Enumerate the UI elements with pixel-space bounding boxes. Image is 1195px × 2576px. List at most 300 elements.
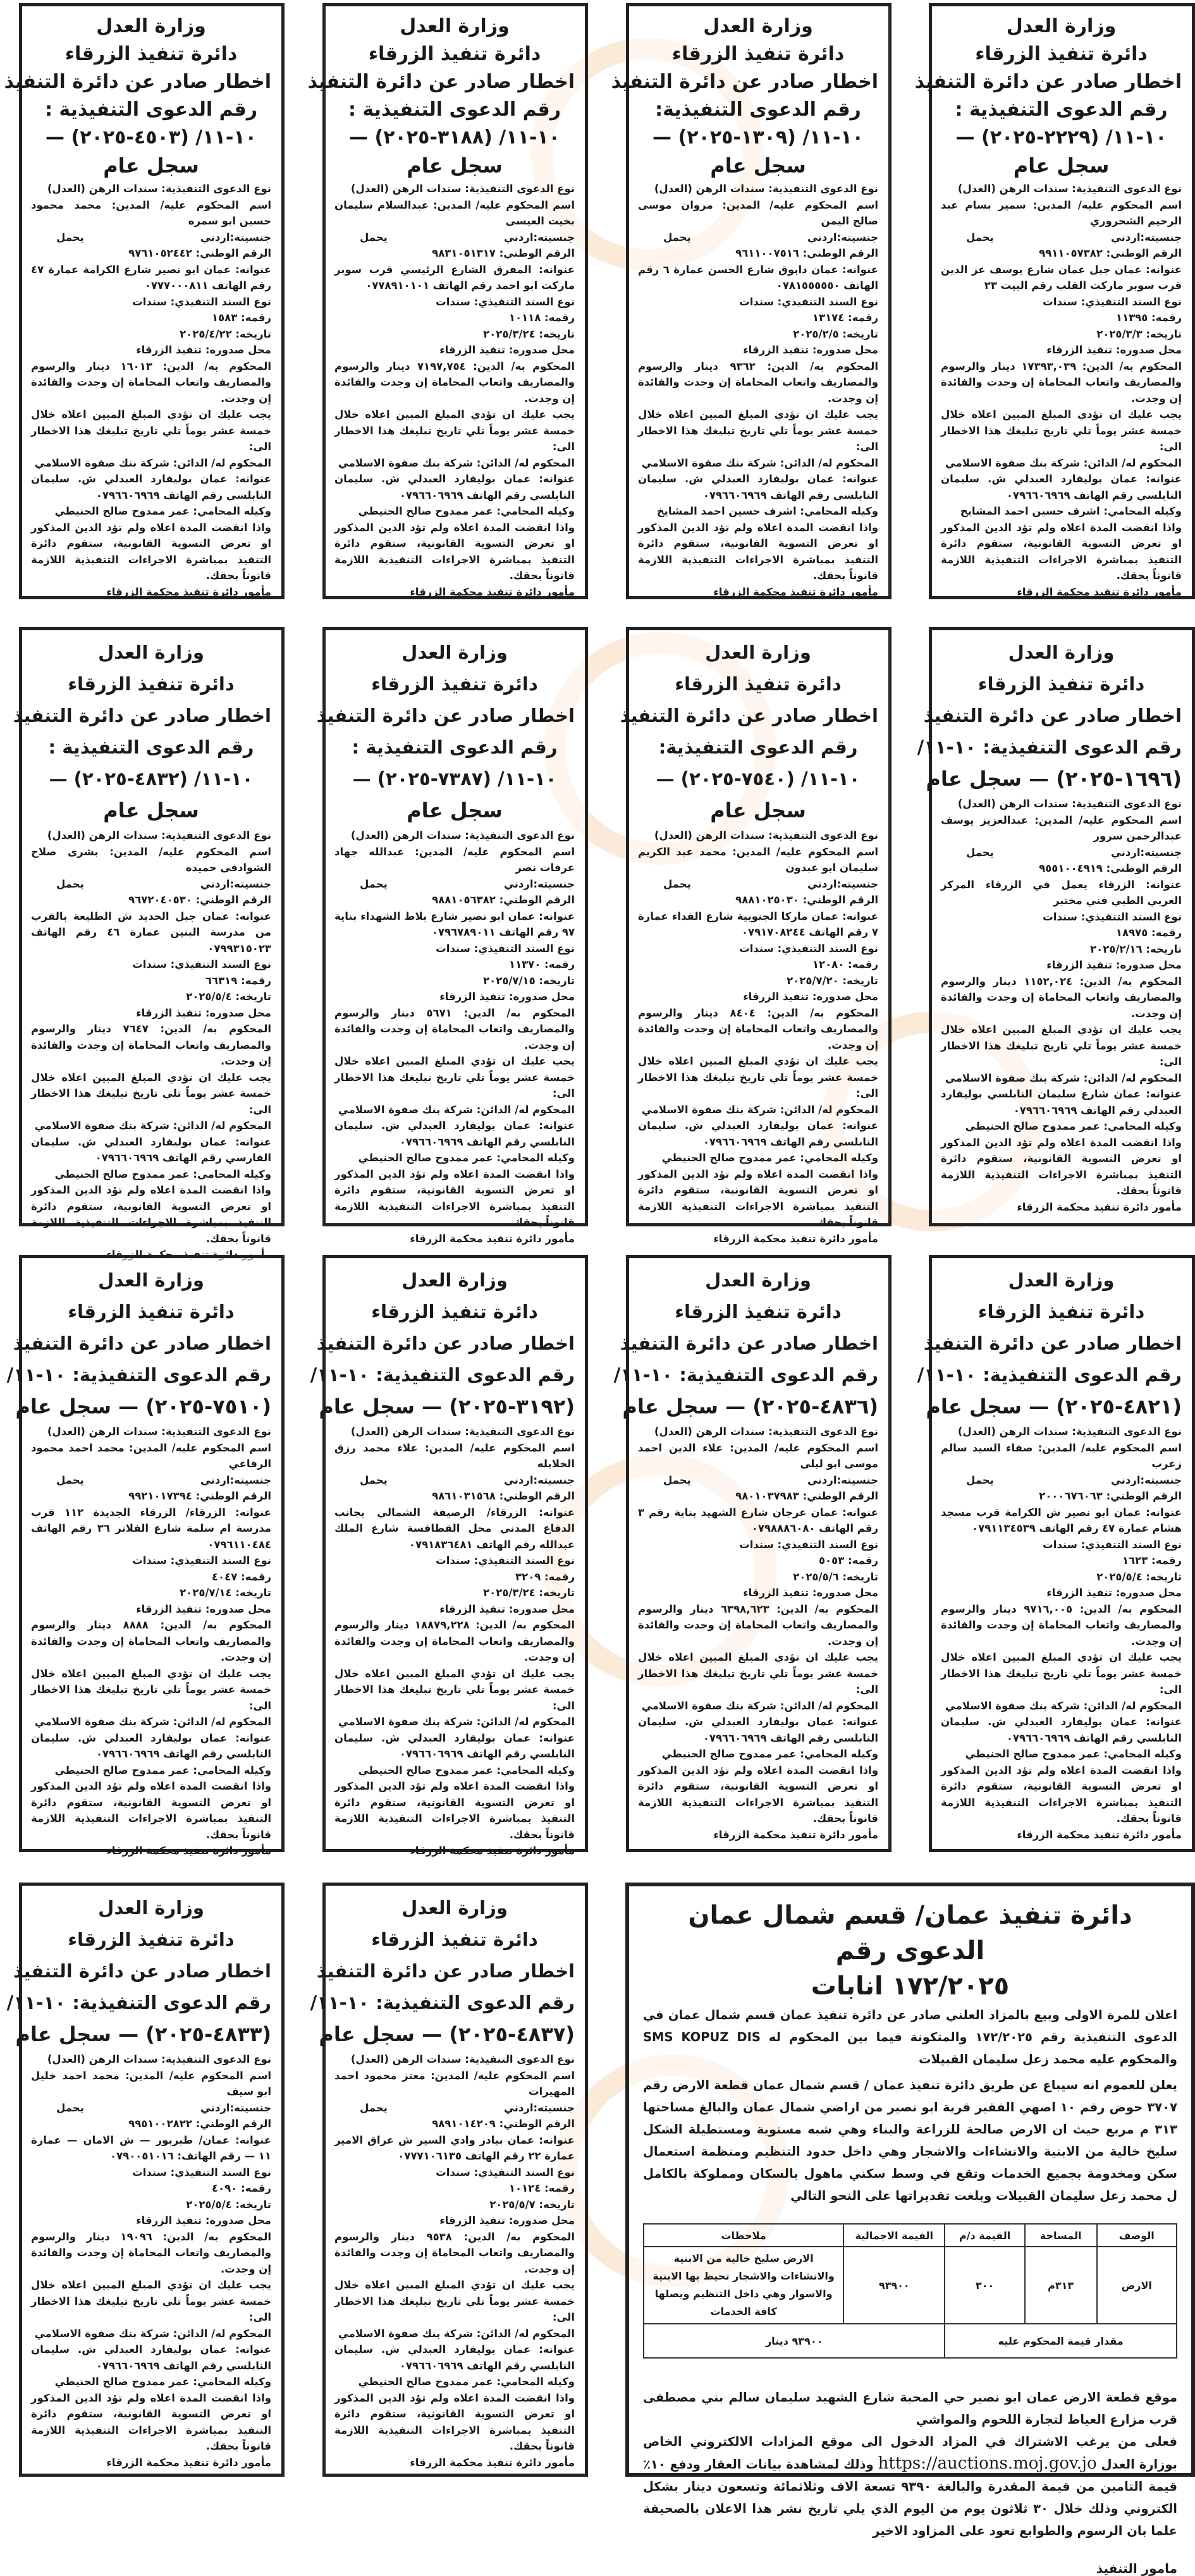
case-number-heading: رقم الدعوى التنفيذية: ١٠-١١/: [917, 1364, 1182, 1386]
bond-number: رقمه: ١٥٨٣: [211, 312, 271, 324]
creditor-address: عنوانه: عمان بوليفارد العبدلي ش. سليمان النابلسي رقم الهاتف ٠٧٩٦٦٠٦٩٦٩: [941, 1716, 1182, 1744]
notice-body: [941, 796, 1182, 1215]
national-id: الرقم الوطني: ٩٩٢١٠١٧٣٩٤: [128, 1490, 271, 1502]
case-number-heading: سجل عام: [103, 798, 199, 822]
participation-text: فعلى من يرغب الاشتراك في المزاد الدخول الى موقع المزادات الالكتروني الخاص بوزارة العدل: [643, 2434, 1177, 2472]
notice-body: [334, 1424, 575, 1859]
notice-heading: اخطار صادر عن دائرة التنفيذ: [620, 705, 878, 726]
closing-statement: واذا انقضت المدة اعلاه ولم تؤد الدين المذكور او تعرض التسوية القانونية، ستقوم دائرة التنفيذ بمباشرة الاجراءات التنفيذية اللازمة قانوناً بحقك.: [334, 1780, 575, 1841]
notice-heading: اخطار صادر عن دائرة التنفيذ: [307, 71, 575, 93]
notice-body: [334, 827, 575, 1247]
case-number-heading: سجل عام: [710, 154, 806, 178]
bond-date: تاريخه: ٢٠٢٥/٥/٧: [489, 2198, 575, 2211]
payment-demand: يجب عليك ان تؤدي المبلغ المبين اعلاه خلال خمسة عشر يوماً تلي تاريخ تبليغك هذا الاخطار الى:: [334, 1667, 575, 1712]
closing-statement: واذا انقضت المدة اعلاه ولم تؤد الدين المذكور او تعرض التسوية القانونية، ستقوم دائرة التنفيذ بمباشرة الاجراءات التنفيذية اللازمة قانوناً بحقك.: [941, 1136, 1182, 1197]
debtor-address: عنوانه: الزرقاء/ الزرقاء الجديدة ١١٢ قرب مدرسة ام سلمة شارع الفلاتر ٣٦ رقم الهاتف ٠٧٩٦١١٠٤٨٤: [31, 1506, 272, 1551]
notice-card: [917, 1255, 1195, 1852]
creditor: المحكوم له/ الدائن: شركة بنك صفوة الاسلامي: [338, 2327, 575, 2340]
valuation-table: [643, 2223, 1177, 2359]
judgment-amount: المحكوم به/ الدين: ٦٣٩٨,٦٢٣ دينار والرسوم والمصاريف واتعاب المحاماة إن وجدت والفائدة إن وجدت.: [638, 1602, 878, 1647]
judgment-amount: المحكوم به/ الدين: ٨٤٠٤ دينار والرسوم والمصاريف واتعاب المحاماة إن وجدت والفائدة إن وجدت.: [638, 1006, 879, 1051]
table-row: [644, 2247, 1177, 2324]
notice-heading: اخطار صادر عن دائرة التنفيذ: [923, 705, 1182, 726]
signature: مأمور دائرة تنفيذ محكمة الزرقاء: [713, 585, 878, 598]
signature: مأمور دائرة تنفيذ محكمة الزرقاء: [106, 2456, 271, 2469]
notice-heading: اخطار صادر عن دائرة التنفيذ: [13, 1333, 271, 1354]
judgment-amount: المحكوم به/ الدين: ١٦٠١٣ دينار والرسوم والمصاريف واتعاب المحاماة إن وجدت والفائدة إن وجدت.: [31, 360, 271, 405]
notice-card: [310, 1883, 588, 2477]
debtor-address: عنوانه: المفرق الشارع الرئيسي قرب سوبر ماركت ابو احمد رقم الهاتف ٠٧٧٨٩١٠١٠١: [334, 263, 575, 291]
payment-demand: يجب عليك ان تؤدي المبلغ المبين اعلاه خلال خمسة عشر يوماً تلي تاريخ تبليغك هذا الاخطار الى:: [638, 1055, 878, 1099]
debtor-address: عنوانه: الزرقاء/ الرصيفة الشمالي بجانب الدفاع المدني محل القطافسة شارع الملك عبدالله رقم الهاتف ٠٧٩١٨٣٦٤٨١: [334, 1506, 575, 1551]
auction-intro: اعلان للمرة الاولى وبيع بالمزاد العلني صادر عن دائرة تنفيذ عمان قسم شمال عمان في الدعوى التنفيذية رقم ١٧٢/٢٠٢٥ والمتكونة فيما بين المحكوم له SMS KOPUZ DIS والمحكوم عليه محمد زعل سليمان القبيلات: [643, 2008, 1177, 2066]
payment-demand: يجب عليك ان تؤدي المبلغ المبين اعلاه خلال خمسة عشر يوماً تلي تاريخ تبليغك هذا الاخطار الى:: [31, 408, 271, 453]
case-type: نوع الدعوى التنفيذية: سندات الرهن (العدل): [957, 798, 1182, 810]
case-number-heading: رقم الدعوى التنفيذية:: [655, 99, 861, 121]
nationality-line: [31, 1472, 271, 1489]
creditor-address: عنوانه: عمان بوليفارد العبدلي ش. سليمان النابلسي رقم الهاتف ٠٧٩٦٦٠٦٩٦٩: [334, 1731, 575, 1760]
nationality: جنسيته:اردني: [503, 2101, 575, 2114]
debtor-name: اسم المحكوم عليه/ المدين: عبدالعزيز يوسف عبدالرحمن سرور: [941, 814, 1182, 842]
notice-body: [638, 181, 878, 600]
judgment-amount: المحكوم به/ الدين: ١٧٣٩٣,٠٣٩ دينار والرسوم والمصاريف واتعاب المحاماة إن وجدت والفائدة إن وجدت.: [941, 360, 1182, 405]
bond-type: نوع السند التنفيذي: سندات: [436, 942, 575, 955]
national-id: الرقم الوطني: ٩٨٦١٠٣١٥٦٨: [432, 1490, 575, 1502]
bond-number: رقمه: ٥٠٥٣: [818, 1554, 878, 1566]
ministry-heading: وزارة العدل: [98, 1269, 204, 1291]
issued-at: محل صدوره: تنفيذ الزرقاء: [439, 344, 575, 356]
debtor-name: اسم المحكوم عليه/ المدين: محمد محمود حسين ابو سمره: [31, 198, 271, 227]
department-heading: دائرة تنفيذ الزرقاء: [675, 1301, 842, 1322]
case-number-heading: (٣١٩٢-٢٠٢٥) — سجل عام: [319, 1395, 575, 1419]
payment-demand: يجب عليك ان تؤدي المبلغ المبين اعلاه خلال خمسة عشر يوماً تلي تاريخ تبليغك هذا الاخطار الى:: [941, 1651, 1182, 1695]
carries-label: يحمل: [966, 846, 994, 858]
debtor-address: عنوانه: الزرقاء يعمل في الزرقاء المركز العربي الطبي فني مختبر: [941, 878, 1182, 906]
closing-statement: واذا انقضت المدة اعلاه ولم تؤد الدين المذكور او تعرض التسوية القانونية، ستقوم دائرة التنفيذ بمباشرة الاجراءات التنفيذية اللازمة قانوناً بحقك.: [941, 521, 1182, 582]
creditor: المحكوم له/ الدائن: شركة بنك صفوة الاسلامي: [338, 1103, 575, 1116]
debtor-name: اسم المحكوم عليه/ المدين: عبدالسلام سليمان بخيت العيسى: [334, 198, 575, 227]
bond-date: تاريخه: ٢٠٢٥/٢/١٦: [1090, 943, 1182, 955]
national-id: الرقم الوطني: ٩٨٠١٠٣٧٩٨٣: [735, 1490, 878, 1502]
notice-card: [917, 627, 1195, 1226]
carries-label: يحمل: [56, 231, 84, 243]
case-number-heading: رقم الدعوى التنفيذية:: [658, 736, 858, 758]
signature: مأمور دائرة تنفيذ محكمة الزرقاء: [410, 585, 575, 598]
nationality: جنسيته:اردني: [1110, 846, 1182, 858]
closing-statement: واذا انقضت المدة اعلاه ولم تؤد الدين المذكور او تعرض التسوية القانونية، ستقوم دائرة التنفيذ بمباشرة الاجراءات التنفيذية اللازمة قانوناً بحقك.: [638, 1764, 878, 1824]
notice-heading: اخطار صادر عن دائرة التنفيذ: [316, 705, 575, 726]
issued-at: محل صدوره: تنفيذ الزرقاء: [743, 344, 878, 356]
creditor: المحكوم له/ الدائن: شركة بنك صفوة الاسلامي: [338, 1716, 575, 1728]
nationality-line: [334, 2100, 575, 2116]
carries-label: يحمل: [56, 1474, 84, 1486]
department-heading: دائرة تنفيذ الزرقاء: [371, 673, 538, 695]
national-id: الرقم الوطني: ٩٨٨١٠٥٦٣٨٢: [432, 894, 575, 906]
payment-demand: يجب عليك ان تؤدي المبلغ المبين اعلاه خلال خمسة عشر يوماً تلي تاريخ تبليغك هذا الاخطار الى:: [31, 2279, 271, 2323]
department-heading: دائرة تنفيذ الزرقاء: [975, 43, 1148, 65]
cell-area: ٣١٣م: [1025, 2247, 1097, 2324]
case-number-heading: (٤٨٣٦-٢٠٢٥) — سجل عام: [622, 1395, 878, 1419]
bond-type: نوع السند التنفيذي: سندات: [132, 295, 271, 308]
case-number-heading: رقم الدعوى التنفيذية: ١٠-١١/: [310, 1992, 575, 2013]
debtor-name: اسم المحكوم عليه/ المدين: محمد احمد محمود الرفاعي: [31, 1441, 271, 1470]
case-number-heading: رقم الدعوى التنفيذية: ١٠-١١/: [6, 1992, 271, 2013]
auction-signature: مامور التنفيذ: [1096, 2561, 1177, 2576]
nationality-line: [941, 845, 1182, 861]
department-heading: دائرة تنفيذ الزرقاء: [371, 1301, 538, 1322]
case-type: نوع الدعوى التنفيذية: سندات الرهن (العدل): [957, 183, 1182, 195]
bond-date: تاريخه: ٢٠٢٥/٢/٥: [793, 327, 878, 340]
debtor-name: اسم المحكوم عليه/ المدين: مروان موسى صالح اليمن: [638, 198, 878, 227]
auction-url-link[interactable]: https://auctions.moj.gov.jo: [878, 2454, 1097, 2473]
bond-number: رقمه: ١٨٩٧٥: [1115, 927, 1182, 939]
notice-card: [611, 3, 892, 599]
nationality-line: [941, 229, 1182, 246]
issued-at: محل صدوره: تنفيذ الزرقاء: [136, 1006, 271, 1019]
creditor-address: عنوانه: عمان بوليفارد العبدلي ش. سليمان النابلسي رقم الهاتف ٠٧٩٦٦٠٦٩٦٩: [638, 1716, 878, 1744]
carries-label: يحمل: [56, 2101, 84, 2114]
lawyer: وكيله المحامي: عمر ممدوح صالح الحنيطي: [661, 1748, 878, 1760]
col-area: المساحة: [1025, 2224, 1097, 2247]
nationality: جنسيته:اردني: [200, 231, 271, 243]
lawyer: وكيله المحامي: عمر ممدوح صالح الحنيطي: [358, 1152, 575, 1164]
carries-label: يحمل: [966, 231, 994, 243]
signature: مأمور دائرة تنفيذ محكمة الزرقاء: [106, 1845, 271, 1857]
issued-at: محل صدوره: تنفيذ الزرقاء: [1046, 959, 1182, 971]
case-number-heading: سجل عام: [1013, 154, 1110, 178]
case-type: نوع الدعوى التنفيذية: سندات الرهن (العدل): [654, 829, 878, 841]
department-heading: دائرة تنفيذ الزرقاء: [368, 43, 541, 65]
lawyer: وكيله المحامي: عمر ممدوح صالح الحنيطي: [358, 2376, 575, 2388]
debtor-name: اسم المحكوم عليه/ المدين: سمير بسام عبد الرحيم الشحروري: [941, 198, 1182, 227]
nationality-line: [31, 229, 271, 246]
case-type: نوع الدعوى التنفيذية: سندات الرهن (العدل): [654, 1425, 878, 1438]
payment-demand: يجب عليك ان تؤدي المبلغ المبين اعلاه خلال خمسة عشر يوماً تلي تاريخ تبليغك هذا الاخطار الى:: [334, 2279, 575, 2323]
debtor-name: اسم المحكوم عليه/ المدين: علاء الدين احمد موسى ابو ليلى: [638, 1441, 878, 1470]
national-id: الرقم الوطني: ٩٨٨١٠٢٥٠٣٠: [735, 894, 878, 906]
creditor-address: عنوانه: عمان بوليفارد العبدلي ش. سليمان النابلسي رقم الهاتف ٠٧٩٦٦٠٦٩٦٩: [31, 1731, 271, 1760]
bond-date: تاريخه: ٢٠٢٥/٧/١٤: [180, 1587, 271, 1599]
cell-total-value: ٩٣٩٠٠: [843, 2247, 945, 2324]
col-description: الوصف: [1097, 2224, 1177, 2247]
department-heading: دائرة تنفيذ الزرقاء: [977, 1301, 1145, 1322]
debtor-address: عنوانه: عمان جبل الحديد ش الطليعة بالقرب من مدرسة البنين عمارة ٤٦ رقم الهاتف ٠٧٩٩٣١٥٠٢٣: [31, 910, 272, 955]
notice-card: [316, 627, 588, 1245]
signature: مأمور دائرة تنفيذ محكمة الزرقاء: [410, 1232, 575, 1245]
judgment-amount: المحكوم به/ الدين: ١٨٨٧٩,٢٢٨ دينار والرسوم والمصاريف واتعاب المحاماة إن وجدت والفائدة إن وجدت.: [334, 1619, 575, 1663]
total-label: مقدار قيمة المحكوم عليه: [945, 2324, 1177, 2358]
closing-statement: واذا انقضت المدة اعلاه ولم تؤد الدين المذكور او تعرض التسوية القانونية، ستقوم دائرة التنفيذ بمباشرة الاجراءات التنفيذية اللازمة قانوناً بحقك.: [334, 1168, 575, 1228]
debtor-name: اسم المحكوم عليه/ المدين: معتز محمود احمد المهيرات: [334, 2069, 575, 2097]
nationality: جنسيته:اردني: [1110, 231, 1182, 243]
notice-body: [334, 2051, 575, 2470]
case-type: نوع الدعوى التنفيذية: سندات الرهن (العدل): [47, 183, 271, 195]
case-number-heading: (٤٨٢١-٢٠٢٥) — سجل عام: [926, 1395, 1182, 1419]
case-number-heading: رقم الدعوى التنفيذية: ١٠-١١/: [917, 736, 1182, 758]
notice-heading: اخطار صادر عن دائرة التنفيذ: [4, 71, 271, 93]
nationality: جنسيته:اردني: [200, 877, 271, 890]
case-type: نوع الدعوى التنفيذية: سندات الرهن (العدل): [350, 183, 575, 195]
closing-statement: واذا انقضت المدة اعلاه ولم تؤد الدين المذكور او تعرض التسوية القانونية، ستقوم دائرة التنفيذ بمباشرة الاجراءات التنفيذية اللازمة قانوناً بحقك.: [941, 1764, 1182, 1824]
national-id: الرقم الوطني: ٢٠٠٠٦٧٦٠٦٣: [1039, 1490, 1182, 1502]
case-number-heading: ١٠-١١/ (٤٥٠٣-٢٠٢٥) —: [46, 126, 257, 149]
bond-date: تاريخه: ٢٠٢٥/٣/٢٤: [483, 1587, 575, 1599]
notice-card: [310, 1255, 588, 1857]
national-id: الرقم الوطني: ٩٥٥١٠٠٤٩١٩: [1039, 862, 1182, 874]
department-heading: دائرة تنفيذ الزرقاء: [68, 1929, 235, 1950]
nationality-line: [31, 2100, 271, 2116]
creditor-address: عنوانه: عمان بوليفارد العبدلي ش. سليمان النابلسي رقم الهاتف ٠٧٩٦٦٠٦٩٦٩: [334, 1120, 575, 1148]
bond-number: رقمه: ١١٣٧٠: [508, 958, 575, 970]
notice-heading: اخطار صادر عن دائرة التنفيذ: [316, 1960, 575, 1982]
issued-at: محل صدوره: تنفيذ الزرقاء: [743, 991, 878, 1003]
carries-label: يحمل: [360, 1474, 388, 1486]
closing-statement: واذا انقضت المدة اعلاه ولم تؤد الدين المذكور او تعرض التسوية القانونية، ستقوم دائرة التنفيذ بمباشرة الاجراءات التنفيذية اللازمة قانوناً بحقك.: [31, 1780, 271, 1841]
carries-label: يحمل: [56, 877, 84, 890]
notice-heading: اخطار صادر عن دائرة التنفيذ: [620, 1333, 878, 1354]
nationality: جنسيته:اردني: [1110, 1474, 1182, 1486]
issued-at: محل صدوره: تنفيذ الزرقاء: [439, 1602, 575, 1615]
creditor-address: عنوانه: عمان بوليفارد العبدلي ش. سليمان النابلسي رقم الهاتف ٠٧٩٦٦٠٦٩٦٩: [941, 473, 1182, 501]
signature: مأمور دائرة تنفيذ محكمة الزرقاء: [713, 1828, 878, 1841]
notice-heading: اخطار صادر عن دائرة التنفيذ: [13, 705, 271, 726]
national-id: الرقم الوطني: ٩٦٧٢٠٤٠٥٣٠: [128, 894, 271, 906]
ministry-heading: وزارة العدل: [400, 15, 510, 37]
creditor: المحكوم له/ الدائن: شركة بنك صفوة الاسلامي: [34, 1716, 271, 1728]
ministry-heading: وزارة العدل: [703, 15, 813, 37]
bond-number: رقمه: ١٠١١٨: [508, 312, 575, 324]
case-type: نوع الدعوى التنفيذية: سندات الرهن (العدل): [47, 2053, 271, 2065]
nationality-line: [334, 229, 575, 246]
bond-type: نوع السند التنفيذي: سندات: [739, 295, 878, 308]
bond-type: نوع السند التنفيذي: سندات: [739, 1538, 878, 1551]
judgment-amount: المحكوم به/ الدين: ٥٦٧١ دينار والرسوم والمصاريف واتعاب المحاماة إن وجدت والفائدة إن وجدت.: [334, 1006, 575, 1051]
issued-at: محل صدوره: تنفيذ الزرقاء: [439, 991, 575, 1003]
table-total-row: [644, 2324, 1177, 2358]
payment-demand: يجب عليك ان تؤدي المبلغ المبين اعلاه خلال خمسة عشر يوماً تلي تاريخ تبليغك هذا الاخطار الى:: [638, 1651, 878, 1695]
payment-demand: يجب عليك ان تؤدي المبلغ المبين اعلاه خلال خمسة عشر يوماً تلي تاريخ تبليغك هذا الاخطار الى:: [334, 408, 575, 453]
case-number-heading: رقم الدعوى التنفيذية: ١٠-١١/: [310, 1364, 575, 1386]
lawyer: وكيله المحامي: اشرف حسين احمد المشايخ: [960, 505, 1182, 517]
lawyer: وكيله المحامي: عمر ممدوح صالح الحنيطي: [358, 1764, 575, 1776]
ministry-heading: وزارة العدل: [705, 642, 811, 663]
debtor-name: اسم المحكوم عليه/ المدين: عبدالله جهاد عرفات نصر: [334, 845, 575, 874]
debtor-name: اسم المحكوم عليه/ المدين: علاء محمد رزق الخلايله: [334, 1441, 575, 1470]
bond-type: نوع السند التنفيذي: سندات: [1043, 295, 1182, 308]
case-type: نوع الدعوى التنفيذية: سندات الرهن (العدل): [47, 1425, 271, 1438]
bond-date: تاريخه: ٢٠٢٥/٤/٢٢: [180, 327, 271, 340]
bond-date: تاريخه: ٢٠٢٥/٣/٢٤: [483, 327, 575, 340]
carries-label: يحمل: [360, 231, 388, 243]
carries-label: يحمل: [360, 2101, 388, 2114]
nationality: جنسيته:اردني: [503, 1474, 575, 1486]
debtor-address: عنوانه: عمان ابو نصير ش الكرامة قرب مسجد هشام عمارة ٤٧ رقم الهاتف ٠٧٩١١٣٤٥٣٩: [941, 1506, 1182, 1534]
case-number-heading: رقم الدعوى التنفيذية: ١٠-١١/: [6, 1364, 271, 1386]
lawyer: وكيله المحامي: عمر ممدوح صالح الحنيطي: [54, 2376, 271, 2388]
issued-at: محل صدوره: تنفيذ الزرقاء: [1046, 344, 1182, 356]
debtor-address: عنوانه: عمان/ طبربور — ش الامان — عمارة ١١ — رقم الهاتف: ٠٧٩٠٠٥١٠١٦: [31, 2133, 271, 2162]
payment-demand: يجب عليك ان تؤدي المبلغ المبين اعلاه خلال خمسة عشر يوماً تلي تاريخ تبليغك هذا الاخطار الى:: [31, 1667, 271, 1712]
bond-number: رقمه: ٤٠٩٠: [211, 2182, 271, 2194]
notice-body: [31, 181, 271, 600]
debtor-address: عنوانه: عمان ابو نصير شارع بلاط الشهداء بناية ٩٧ رقم الهاتف ٠٧٩٦٧٨٩٠١١: [334, 910, 575, 938]
debtor-address: عنوانه: عمان ماركا الجنوبية شارع الفداء عمارة ٧ رقم الهاتف ٠٧٩١٧٠٨٢٤٤: [638, 910, 878, 938]
notice-card: [4, 3, 285, 599]
judgment-amount: المحكوم به/ الدين: ١١٥٢,٠٢٤ دينار والرسوم والمصاريف واتعاب المحاماة إن وجدت والفائدة إن وجدت.: [941, 975, 1182, 1020]
lawyer: وكيله المحامي: عمر ممدوح صالح الحنيطي: [965, 1120, 1182, 1132]
creditor: المحكوم له/ الدائن: شركة بنك صفوة الاسلامي: [34, 2327, 271, 2340]
carries-label: يحمل: [663, 877, 691, 890]
national-id: الرقم الوطني: ٩٦١١٠٠٧٥١٦: [735, 247, 878, 259]
ministry-heading: وزارة العدل: [401, 1897, 508, 1919]
judgment-amount: المحكوم به/ الدين: ٨٨٨٨ دينار والرسوم والمصاريف واتعاب المحاماة إن وجدت والفائدة إن وجدت.: [31, 1619, 272, 1663]
bond-number: رقمه: ٦٦٣١٩: [205, 974, 271, 987]
notice-heading: اخطار صادر عن دائرة التنفيذ: [914, 71, 1182, 93]
auction-title-case: ١٧٢/٢٠٢٥ انابات: [811, 1972, 1010, 2001]
issued-at: محل صدوره: تنفيذ الزرقاء: [136, 1602, 271, 1615]
payment-demand: يجب عليك ان تؤدي المبلغ المبين اعلاه خلال خمسة عشر يوماً تلي تاريخ تبليغك هذا الاخطار الى:: [941, 408, 1182, 453]
case-number-heading: (١٦٩٦-٢٠٢٥) — سجل عام: [926, 767, 1182, 791]
bond-type: نوع السند التنفيذي: سندات: [132, 958, 271, 970]
ministry-heading: وزارة العدل: [705, 1269, 811, 1291]
creditor: المحكوم له/ الدائن: شركة بنك صفوة الاسلامي: [338, 456, 575, 469]
case-number-heading: (٧٥١٠-٢٠٢٥) — سجل عام: [15, 1395, 271, 1419]
judgment-amount: المحكوم به/ الدين: ٧١٩٧,٧٥٤ دينار والرسوم والمصاريف واتعاب المحاماة إن وجدت والفائدة إن وجدت.: [334, 360, 575, 405]
creditor: المحكوم له/ الدائن: شركة بنك صفوة الاسلامي: [945, 456, 1182, 469]
nationality-line: [638, 229, 878, 246]
ministry-heading: وزارة العدل: [401, 1269, 508, 1291]
debtor-address: عنوانه: عمان بيادر وادي السير ش عراق الامير عمارة ٢٢ رقم الهاتف ٠٧٧٧١٠٦١٣٥: [334, 2133, 575, 2162]
bond-number: رقمه: ١١٣٩٥: [1115, 312, 1182, 324]
debtor-address: عنوانه: عمان دابوق شارع الحسن عمارة ٦ رقم الهاتف ٠٧٨١٥٥٥٥٥٠: [638, 263, 878, 291]
creditor-address: عنوانه: عمان بوليفارد العبدلي ش. سليمان النابلسي رقم الهاتف ٠٧٩٦٦٠٦٩٦٩: [638, 473, 878, 501]
case-number-heading: سجل عام: [407, 798, 503, 822]
bond-number: رقمه: ١٠١٢٤: [508, 2182, 575, 2194]
department-heading: دائرة تنفيذ الزرقاء: [675, 673, 842, 695]
nationality: جنسيته:اردني: [200, 1474, 271, 1486]
case-number-heading: رقم الدعوى التنفيذية :: [352, 736, 558, 758]
bond-date: تاريخه: ٢٠٢٥/٥/٤: [1096, 1570, 1182, 1583]
case-type: نوع الدعوى التنفيذية: سندات الرهن (العدل): [654, 183, 878, 195]
nationality: جنسيته:اردني: [807, 877, 878, 890]
creditor-address: عنوانه: عمان بوليفارد العبدلي ش. سليمان النابلسي رقم الهاتف ٠٧٩٦٦٠٦٩٦٩: [31, 473, 271, 501]
nationality: جنسيته:اردني: [503, 231, 575, 243]
notice-body: [31, 2051, 271, 2470]
creditor: المحكوم له/ الدائن: شركة بنك صفوة الاسلامي: [641, 1699, 878, 1712]
auction-location: موقع قطعة الارض عمان ابو نصير حي المحبة شارع الشهيد سليمان سالم بني مصطفى قرب مزارع العياط لتجارة اللحوم والمواشي: [643, 2390, 1177, 2427]
notice-card: [613, 1255, 892, 1852]
bond-type: نوع السند التنفيذي: سندات: [436, 2166, 575, 2178]
bond-date: تاريخه: ٢٠٢٥/٧/٢٠: [787, 974, 878, 987]
bond-type: نوع السند التنفيذي: سندات: [132, 2166, 271, 2178]
case-number-heading: ١٠-١١/ (٧٣٨٧-٢٠٢٥) —: [352, 768, 557, 790]
closing-statement: واذا انقضت المدة اعلاه ولم تؤد الدين المذكور او تعرض التسوية القانونية، ستقوم دائرة التنفيذ بمباشرة الاجراءات التنفيذية اللازمة قانوناً بحقك.: [638, 521, 878, 582]
nationality-line: [334, 876, 575, 893]
debtor-address: عنوانه: عمان ابو نصير شارع الكرامة عمارة ٤٧ رقم الهاتف ٠٧٧٧٠٠٠٨١١: [31, 263, 271, 291]
lawyer: وكيله المحامي: عمر ممدوح صالح الحنيطي: [54, 1168, 271, 1180]
notice-card: [914, 3, 1195, 599]
lawyer: وكيله المحامي: اشرف حسين احمد المشايخ: [656, 505, 878, 517]
auction-notice: [625, 1883, 1195, 2576]
debtor-name: اسم المحكوم عليه/ المدين: صفاء السيد سالم زعرب: [941, 1441, 1182, 1470]
creditor-address: عنوانه: عمان بوليفارد العبدلي ش. سليمان النابلسي رقم الهاتف ٠٧٩٦٦٠٦٩٦٩: [31, 2343, 271, 2372]
debtor-name: اسم المحكوم عليه/ المدين: محمد احمد خليل ابو سيف: [31, 2069, 271, 2097]
bond-number: رقمه: ١٦٢٣: [1122, 1554, 1182, 1566]
closing-statement: واذا انقضت المدة اعلاه ولم تؤد الدين المذكور او تعرض التسوية القانونية، ستقوم دائرة التنفيذ بمباشرة الاجراءات التنفيذية اللازمة قانوناً بحقك.: [31, 521, 271, 582]
auction-title: دائرة تنفيذ عمان/ قسم شمال عمان الدعوى رقم: [688, 1901, 1132, 1965]
national-id: الرقم الوطني: ٩٨٩١٠١٤٢٠٩: [432, 2118, 575, 2130]
notice-card: [13, 627, 285, 1245]
case-number-heading: ١٠-١١/ (٧٥٤٠-٢٠٢٥) —: [656, 768, 861, 790]
issued-at: محل صدوره: تنفيذ الزرقاء: [136, 2214, 271, 2226]
judgment-amount: المحكوم به/ الدين: ٩٧١٦,٠٠٥ دينار والرسوم والمصاريف واتعاب المحاماة إن وجدت والفائدة إن وجدت.: [941, 1602, 1182, 1647]
carries-label: يحمل: [360, 877, 388, 890]
closing-statement: واذا انقضت المدة اعلاه ولم تؤد الدين المذكور او تعرض التسوية القانونية، ستقوم دائرة التنفيذ بمباشرة الاجراءات التنفيذية اللازمة قانوناً بحقك.: [31, 1184, 271, 1245]
case-number-heading: (٤٨٣٣-٢٠٢٥) — سجل عام: [15, 2022, 271, 2046]
bond-type: نوع السند التنفيذي: سندات: [436, 1554, 575, 1566]
bond-type: نوع السند التنفيذي: سندات: [739, 942, 878, 955]
department-heading: دائرة تنفيذ الزرقاء: [64, 43, 238, 65]
closing-statement: واذا انقضت المدة اعلاه ولم تؤد الدين المذكور او تعرض التسوية القانونية، ستقوم دائرة التنفيذ بمباشرة الاجراءات التنفيذية اللازمة قانوناً بحقك.: [334, 521, 575, 582]
ministry-heading: وزارة العدل: [98, 1897, 204, 1919]
issued-at: محل صدوره: تنفيذ الزرقاء: [1046, 1587, 1182, 1599]
case-number-heading: سجل عام: [103, 154, 199, 178]
nationality-line: [638, 876, 878, 893]
ministry-heading: وزارة العدل: [1006, 15, 1117, 37]
national-id: الرقم الوطني: ٩٩١١٠٥٧٣٨٢: [1039, 247, 1182, 259]
auction-participation: [643, 2431, 1177, 2542]
bond-number: رقمه: ١٢٠٨٠: [812, 958, 878, 970]
issued-at: محل صدوره: تنفيذ الزرقاء: [136, 344, 271, 356]
ministry-heading: وزارة العدل: [98, 642, 204, 663]
department-heading: دائرة تنفيذ الزرقاء: [371, 1929, 538, 1950]
case-number-heading: (٤٨٣٧-٢٠٢٥) — سجل عام: [319, 2022, 575, 2046]
judgment-amount: المحكوم به/ الدين: ٩٥٣٨ دينار والرسوم والمصاريف واتعاب المحاماة إن وجدت والفائدة إن وجدت.: [334, 2230, 575, 2275]
carries-label: يحمل: [663, 231, 691, 243]
bond-date: تاريخه: ٢٠٢٥/٥/٤: [186, 991, 271, 1003]
ministry-heading: وزارة العدل: [96, 15, 206, 37]
bond-date: تاريخه: ٢٠٢٥/٣/٣: [1096, 327, 1182, 340]
judgment-amount: المحكوم به/ الدين: ١٩٠٩٦ دينار والرسوم والمصاريف واتعاب المحاماة إن وجدت والفائدة إن وجدت.: [31, 2230, 271, 2275]
department-heading: دائرة تنفيذ الزرقاء: [671, 43, 845, 65]
creditor-address: عنوانه: عمان بوليفارد العبدلي ش. سليمان النابلسي رقم الهاتف ٠٧٩٦٦٠٦٩٦٩: [334, 473, 575, 501]
debtor-name: اسم المحكوم عليه/ المدين: محمد عبد الكريم سليمان ابو عبدون: [638, 845, 878, 874]
case-type: نوع الدعوى التنفيذية: سندات الرهن (العدل): [47, 829, 271, 841]
carries-label: يحمل: [966, 1474, 994, 1486]
case-number-heading: ١٠-١١/ (٣١٨٨-٢٠٢٥) —: [349, 126, 560, 149]
lawyer: وكيله المحامي: عمر ممدوح صالح الحنيطي: [54, 505, 271, 517]
national-id: الرقم الوطني: ٩٩٥١٠٠٢٨٢٢: [128, 2118, 271, 2130]
national-id: الرقم الوطني: ٩٨٣١٠٥١٣١٧: [432, 247, 575, 259]
department-heading: دائرة تنفيذ الزرقاء: [68, 673, 235, 695]
closing-statement: واذا انقضت المدة اعلاه ولم تؤد الدين المذكور او تعرض التسوية القانونية، ستقوم دائرة التنفيذ بمباشرة الاجراءات التنفيذية اللازمة قانوناً بحقك.: [334, 2391, 575, 2452]
ministry-heading: وزارة العدل: [1008, 642, 1115, 663]
case-number-heading: رقم الدعوى التنفيذية :: [44, 99, 258, 121]
lawyer: وكيله المحامي: عمر ممدوح صالح الحنيطي: [358, 505, 575, 517]
bond-date: تاريخه: ٢٠٢٥/٥/٤: [186, 2198, 271, 2211]
judgment-amount: المحكوم به/ الدين: ٩٣٦٢ دينار والرسوم والمصاريف واتعاب المحاماة إن وجدت والفائدة إن وجدت.: [638, 360, 879, 405]
case-number-heading: ١٠-١١/ (٢٢٢٩-٢٠٢٥) —: [955, 126, 1167, 149]
lawyer: وكيله المحامي: عمر ممدوح صالح الحنيطي: [661, 1152, 878, 1164]
payment-demand: يجب عليك ان تؤدي المبلغ المبين اعلاه خلال خمسة عشر يوماً تلي تاريخ تبليغك هذا الاخطار الى:: [31, 1071, 271, 1116]
carries-label: يحمل: [663, 1474, 691, 1486]
signature: مأمور دائرة تنفيذ محكمة الزرقاء: [410, 2456, 575, 2469]
ministry-heading: وزارة العدل: [401, 642, 508, 663]
judgment-amount: المحكوم به/ الدين: ٧٦٤٧ دينار والرسوم والمصاريف واتعاب المحاماة إن وجدت والفائدة إن وجدت.: [31, 1023, 272, 1067]
notice-heading: اخطار صادر عن دائرة التنفيذ: [923, 1333, 1182, 1354]
signature: مأمور دائرة تنفيذ محكمة الزرقاء: [1017, 585, 1182, 598]
bond-type: نوع السند التنفيذي: سندات: [132, 1554, 271, 1566]
